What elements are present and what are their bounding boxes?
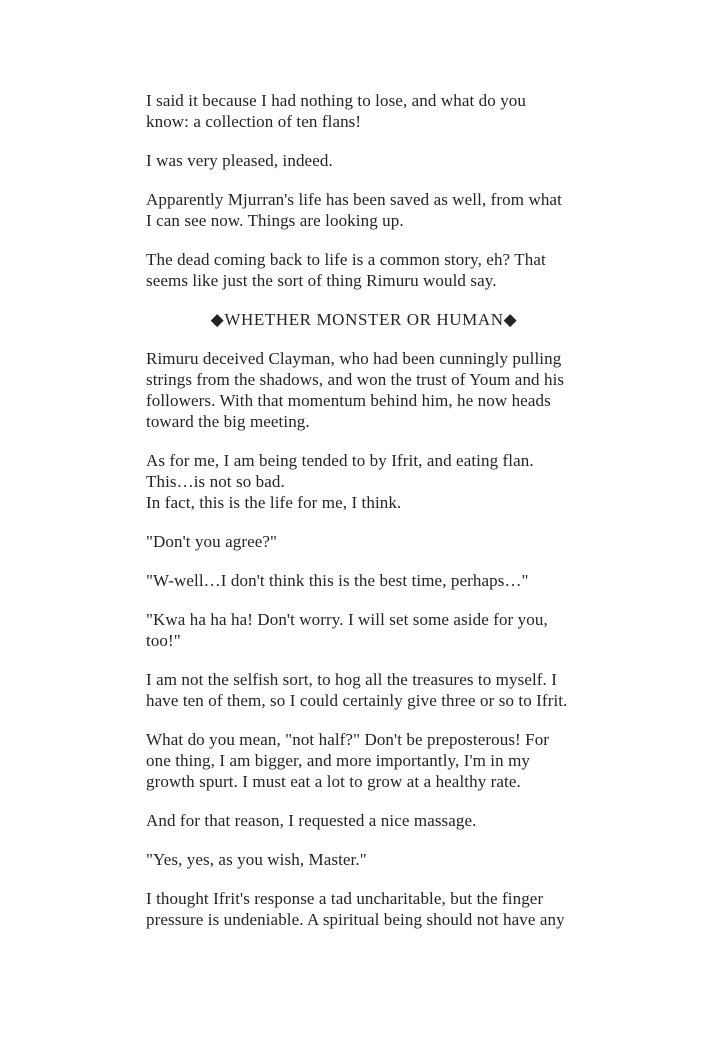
paragraph: [146, 189, 582, 231]
paragraph-dialogue: [146, 609, 582, 651]
paragraph: [146, 348, 582, 432]
text-line: I am not the selfish sort, to hog all the treasures to myself. I: [146, 670, 558, 689]
text-line: I said it because I had nothing to lose, and what do you: [146, 91, 526, 110]
text-line: And for that reason, I requested a nice massage.: [146, 811, 477, 830]
text-line: The dead coming back to life is a common story, eh? That: [146, 250, 546, 269]
paragraph-dialogue: [146, 849, 582, 870]
text-line: seems like just the sort of thing Rimuru would say.: [146, 271, 497, 290]
text-line: "Don't you agree?": [146, 532, 278, 551]
text-line: I thought Ifrit's response a tad uncharitable, but the finger: [146, 889, 544, 908]
text-line: pressure is undeniable. A spiritual being should not have any: [146, 910, 565, 929]
text-line: one thing, I am bigger, and more importantly, I'm in my: [146, 751, 531, 770]
text-line: too!": [146, 631, 181, 650]
text-line: In fact, this is the life for me, I think.: [146, 493, 402, 512]
paragraph: [146, 249, 582, 291]
text-line: I was very pleased, indeed.: [146, 151, 333, 170]
page-text-column: [146, 90, 582, 930]
paragraph: [146, 810, 582, 831]
text-line: toward the big meeting.: [146, 412, 310, 431]
text-line: know: a collection of ten flans!: [146, 112, 362, 131]
paragraph: [146, 90, 582, 132]
text-line: "Yes, yes, as you wish, Master.": [146, 850, 367, 869]
text-line: Rimuru deceived Clayman, who had been cunningly pulling: [146, 349, 562, 368]
paragraph: [146, 729, 582, 792]
paragraph-dialogue: [146, 531, 582, 552]
paragraph: [146, 888, 582, 930]
text-line: "W-well…I don't think this is the best time, perhaps…": [146, 571, 529, 590]
paragraph: [146, 150, 582, 171]
text-line: As for me, I am being tended to by Ifrit, and eating flan.: [146, 451, 534, 470]
paragraph-dialogue: [146, 570, 582, 591]
paragraph: [146, 450, 582, 513]
text-line: I can see now. Things are looking up.: [146, 211, 404, 230]
text-line: strings from the shadows, and won the trust of Youm and his: [146, 370, 565, 389]
text-line: have ten of them, so I could certainly give three or so to Ifrit.: [146, 691, 568, 710]
text-line: "Kwa ha ha ha! Don't worry. I will set some aside for you,: [146, 610, 548, 629]
text-line: This…is not so bad.: [146, 472, 285, 491]
text-line: Apparently Mjurran's life has been saved as well, from what: [146, 190, 562, 209]
section-heading: ◆WHETHER MONSTER OR HUMAN◆: [210, 310, 518, 329]
text-line: growth spurt. I must eat a lot to grow at a healthy rate.: [146, 772, 521, 791]
text-line: What do you mean, "not half?" Don't be preposterous! For: [146, 730, 550, 749]
paragraph: [146, 669, 582, 711]
text-line: followers. With that momentum behind him, he now heads: [146, 391, 551, 410]
